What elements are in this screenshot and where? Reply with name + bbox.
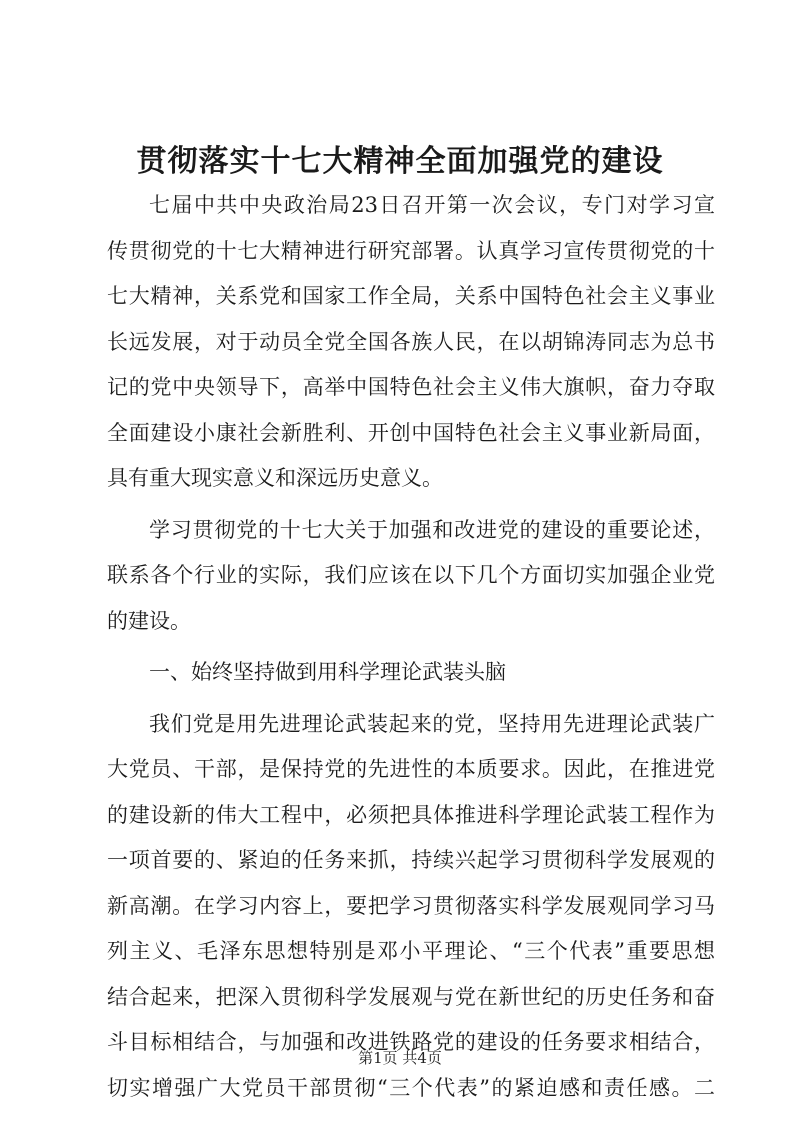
- paragraph-line: 我们党是用先进理论武装起来的党，坚持用先进理论武装广: [149, 711, 715, 736]
- paragraph-line: 联系各个行业的实际，我们应该在以下几个方面切实加强企业党: [107, 563, 715, 587]
- page-number-footer: 第1页 共4页: [358, 1049, 442, 1067]
- paragraph-line: 长远发展，对于动员全党全国各族人民，在以胡锦涛同志为总书: [107, 329, 715, 354]
- paragraph-line: 七大精神，关系党和国家工作全局，关系中国特色社会主义事业: [107, 284, 715, 308]
- paragraph-line: 斗目标相结合，与加强和改进铁路党的建设的任务要求相结合，: [107, 1030, 715, 1054]
- paragraph-line: 具有重大现实意义和深远历史意义。: [107, 466, 443, 490]
- paragraph-line: 传贯彻党的十七大精神进行研究部署。认真学习宣传贯彻党的十: [107, 238, 715, 263]
- paragraph-line: 全面建设小康社会新胜利、开创中国特色社会主义事业新局面，: [107, 420, 715, 445]
- paragraph-line: 大党员、干部，是保持党的先进性的本质要求。因此，在推进党: [107, 757, 715, 781]
- paragraph-line: 学习贯彻党的十七大关于加强和改进党的建设的重要论述，: [149, 517, 715, 542]
- paragraph-line: 新高潮。在学习内容上，要把学习贯彻落实科学发展观同学习马: [107, 893, 715, 918]
- paragraph-line: 记的党中央领导下，高举中国特色社会主义伟大旗帜，奋力夺取: [107, 375, 715, 399]
- paragraph-line: 的建设新的伟大工程中，必须把具体推进科学理论武装工程作为: [107, 802, 715, 827]
- paragraph-line: 列主义、毛泽东思想特别是邓小平理论、“三个代表”重要思想: [107, 939, 715, 963]
- paragraph-line: 一项首要的、紧迫的任务来抓，持续兴起学习贯彻科学发展观的: [107, 848, 715, 872]
- paragraph-line: 结合起来，把深入贯彻科学发展观与党在新世纪的历史任务和奋: [107, 984, 715, 1009]
- document-body: [107, 183, 715, 1111]
- document-title: 贯彻落实十七大精神全面加强党的建设: [136, 144, 664, 179]
- paragraph-line: 的建设。: [107, 608, 191, 633]
- paragraph-line: 切实增强广大党员干部贯彻“三个代表”的紧迫感和责任感。二: [107, 1075, 715, 1100]
- paragraph-line: 七届中共中央政治局23日召开第一次会议，专门对学习宣: [149, 193, 715, 217]
- section-heading: 一、始终坚持做到用科学理论武装头脑: [149, 660, 506, 684]
